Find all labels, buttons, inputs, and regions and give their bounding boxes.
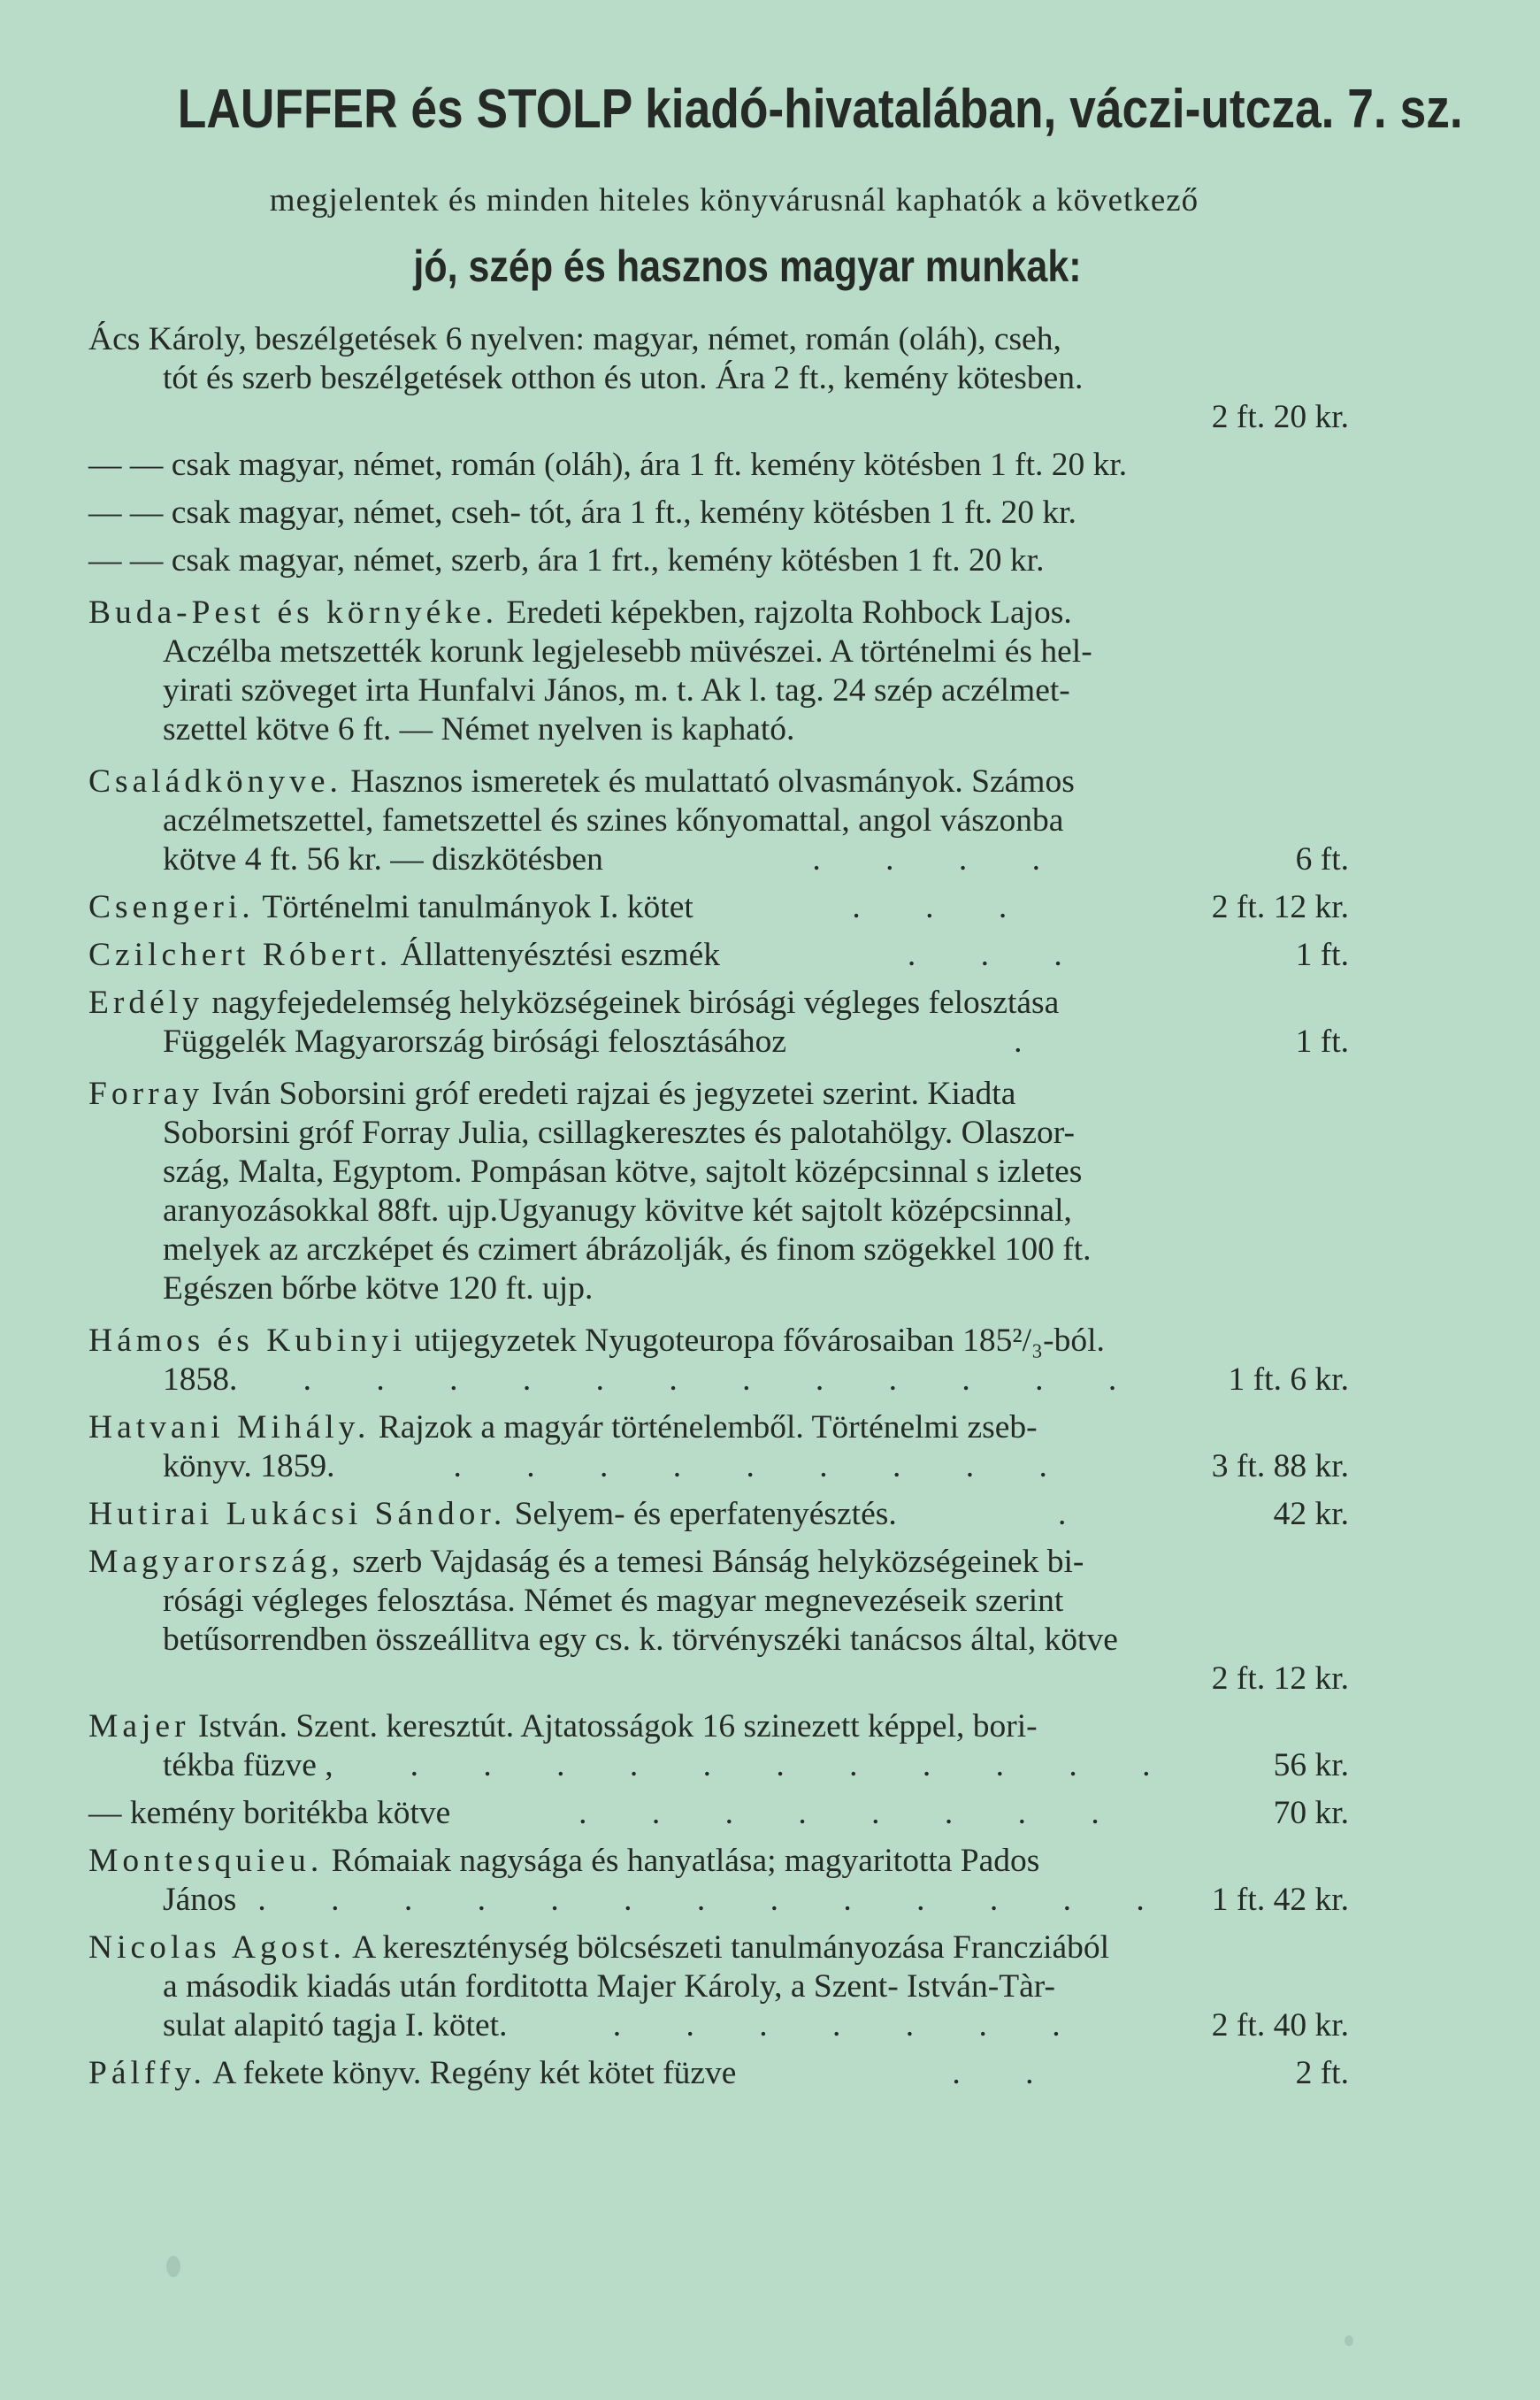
entry-author: Montesquieu. — [88, 1843, 324, 1879]
paper-spot — [166, 2256, 180, 2277]
entry-text: Selyem- és eperfatenyésztés. — [514, 1496, 897, 1532]
entry-text: sulat alapitó tagja I. kötet. — [163, 2007, 508, 2043]
list-item — [88, 1543, 1349, 1698]
list-item: — kemény boritékba kötve . . . . . . . . 70 kr. — [88, 1795, 1349, 1831]
entry-text: szerb Vajdaság és a temesi Bánság helyközségeinek bi- — [352, 1544, 1084, 1580]
entry-price: 1 ft. 42 kr. — [1211, 1882, 1349, 1918]
book-list — [88, 320, 1349, 2093]
entry-price: 6 ft. — [1295, 841, 1349, 878]
entry-author: Magyarország, — [88, 1544, 344, 1580]
entry-text: Iván Soborsini gróf eredeti rajzai és jegyzetei szerint. Kiadta — [211, 1076, 1016, 1112]
entry-author: Csengeri. — [88, 889, 255, 925]
entry-text: Ács Károly, beszélgetések 6 nyelven: magyar, német, román (oláh), cseh, — [88, 321, 1061, 357]
list-item: Csengeri. Történelmi tanulmányok I. kötet . . . 2 ft. 12 kr. — [88, 889, 1349, 925]
entry-price: 1 ft. 6 kr. — [1228, 1361, 1349, 1398]
entry-author: Családkönyve. — [88, 763, 342, 800]
entry-author: Pálffy. — [88, 2055, 206, 2091]
entry-author: Hutirai Lukácsi Sándor. — [88, 1496, 507, 1532]
entry-text: Rómaiak nagysága és hanyatlása; magyaritotta Pados — [331, 1843, 1040, 1879]
list-item: Pálffy. A fekete könyv. Regény két kötet füzve . . 2 ft. — [88, 2055, 1349, 2091]
entry-author: Nicolas Agost. — [88, 1929, 346, 1966]
entry-text: rósági végleges felosztása. Német és magyar megnevezéseik szerint — [163, 1583, 1064, 1619]
list-item: Erdély nagyfejedelemség helyközségeinek birósági végleges felosztása Függelék Magyarország birósági felosztásához . 1 ft. — [88, 985, 1349, 1060]
list-item: Hámos és Kubinyi utijegyzetek Nyugoteuropa fővárosaiban 185²/₃-ból. 1858. . . . . . . . . . . . . 1 ft. 6 kr. — [88, 1323, 1349, 1398]
entry-text: Hasznos ismeretek és mulattató olvasmányok. Számos — [350, 763, 1075, 800]
entry-author: Buda-Pest és környéke. — [88, 594, 499, 631]
entry-text: tót és szerb beszélgetések otthon és uton. Ára 2 ft., kemény kötesben. — [163, 360, 1084, 396]
entry-text: Függelék Magyarország birósági felosztásához — [163, 1024, 786, 1060]
entry-text: szág, Malta, Egyptom. Pompásan kötve, sajtolt középcsinnal s izletes — [163, 1154, 1083, 1190]
entry-text: 1858. — [163, 1361, 238, 1398]
entry-text: a második kiadás után forditotta Majer Károly, a Szent- István-Tàr- — [163, 1968, 1055, 2005]
entry-text: A kereszténység bölcsészeti tanulmányozása Francziából — [352, 1929, 1110, 1966]
entry-text: A fekete könyv. Regény két kötet füzve — [212, 2055, 737, 2091]
list-item — [88, 320, 1349, 437]
entry-author: Czilchert Róbert. — [88, 937, 393, 973]
entry-text: Rajzok a magyár történelemből. Történelmi zseb- — [378, 1409, 1038, 1445]
list-item: — — csak magyar, német, román (oláh), ára 1 ft. kemény kötésben 1 ft. 20 kr. — [88, 447, 1128, 483]
list-item: Családkönyve. Hasznos ismeretek és mulattató olvasmányok. Számos aczélmetszettel, fametszettel és szines kőnyomattal, angol vászonba kötve 4 ft. 56 kr. — diszkötésben . . . . 6 ft. — [88, 763, 1349, 878]
entry-text: kötve 4 ft. 56 kr. — diszkötésben — [163, 841, 603, 878]
entry-text: — kemény boritékba kötve — [88, 1795, 451, 1831]
paper-spot — [1345, 2335, 1353, 2346]
entry-price: 70 kr. — [1273, 1795, 1349, 1831]
entry-text: Soborsini gróf Forray Julia, csillagkeresztes és palotahölgy. Olaszor- — [163, 1115, 1075, 1151]
entry-author: Majer — [88, 1708, 190, 1744]
list-item: Nicolas Agost. A kereszténység bölcsészeti tanulmányozása Francziából a második kiadás után forditotta Majer Károly, a Szent- István-Tàr- sulat alapitó tagja I. kötet. . . . . . . . 2 ft. 40 kr. — [88, 1929, 1349, 2043]
subheading: jó, szép és hasznos magyar munkak: — [413, 242, 1082, 291]
entry-price: 42 kr. — [1273, 1496, 1349, 1532]
entry-price: 3 ft. 88 kr. — [1211, 1448, 1349, 1484]
list-item — [88, 594, 1349, 749]
entry-price: 2 ft. — [1295, 2055, 1349, 2091]
page-title: LAUFFER és STOLP kiadó-hivatalában, váczi-utcza. 7. sz. — [177, 79, 1463, 140]
entry-text: könyv. 1859. — [163, 1448, 335, 1484]
entry-text: Történelmi tanulmányok I. kötet — [262, 889, 693, 925]
entry-text: Állattenyésztési eszmék — [400, 937, 720, 973]
entry-price: 2 ft. 20 kr. — [1211, 399, 1349, 435]
entry-text: Aczélba metszették korunk legjelesebb müvészei. A történelmi és hel- — [163, 633, 1092, 670]
entry-price: 56 kr. — [1273, 1747, 1349, 1783]
entry-author: Forray — [88, 1076, 203, 1112]
entry-author: Hámos és Kubinyi — [88, 1323, 407, 1359]
entry-text: aranyozásokkal 88ft. ujp.Ugyanugy kövitve két sajtolt középcsinnal, — [163, 1192, 1072, 1229]
entry-text: betűsorrendben összeállitva egy cs. k. törvényszéki tanácsos által, kötve — [163, 1622, 1118, 1658]
entry-text: yirati szöveget irta Hunfalvi János, m. t. Ak l. tag. 24 szép aczélmet- — [163, 672, 1070, 709]
entry-text: szettel kötve 6 ft. — Német nyelven is kapható. — [163, 711, 795, 748]
list-item: Hutirai Lukácsi Sándor. Selyem- és eperfatenyésztés. . 42 kr. — [88, 1496, 1349, 1532]
list-item: Czilchert Róbert. Állattenyésztési eszmék . . . 1 ft. — [88, 937, 1349, 973]
intro-text: megjelentek és minden hiteles könyvárusnál kaphatók a következő — [269, 182, 1199, 219]
list-item: Montesquieu. Rómaiak nagysága és hanyatlása; magyaritotta Pados János . . . . . . . . . . . . . 1 ft. 42 kr. — [88, 1843, 1349, 1918]
entry-text: nagyfejedelemség helyközségeinek birósági végleges felosztása — [211, 985, 1060, 1021]
entry-text: melyek az arczképet és czimert ábrázolják, és finom szögekkel 100 ft. — [163, 1231, 1092, 1268]
list-item: — — csak magyar, német, szerb, ára 1 frt., kemény kötésben 1 ft. 20 kr. — [88, 542, 1045, 579]
entry-price: 2 ft. 12 kr. — [1211, 889, 1349, 925]
entry-text: János — [163, 1882, 237, 1918]
entry-author: Erdély — [88, 985, 203, 1021]
entry-price: 1 ft. — [1295, 1024, 1349, 1060]
entry-price: 2 ft. 40 kr. — [1211, 2007, 1349, 2043]
entry-text: István. Szent. keresztút. Ajtatosságok 16 szinezett képpel, bori- — [197, 1708, 1038, 1744]
entry-price: 2 ft. 12 kr. — [1211, 1660, 1349, 1697]
list-item: — — csak magyar, német, cseh- tót, ára 1 ft., kemény kötésben 1 ft. 20 kr. — [88, 495, 1076, 531]
entry-price: 1 ft. — [1295, 937, 1349, 973]
entry-text: utijegyzetek Nyugoteuropa fővárosaiban 185²/₃-ból. — [414, 1323, 1105, 1359]
entry-text: aczélmetszettel, fametszettel és szines kőnyomattal, angol vászonba — [163, 802, 1064, 839]
entry-text: tékba füzve , — [163, 1747, 333, 1783]
list-item: Majer István. Szent. keresztút. Ajtatosságok 16 szinezett képpel, bori- tékba füzve , . . . . . . . . . . . 56 kr. — [88, 1708, 1349, 1783]
entry-text: Egészen bőrbe kötve 120 ft. ujp. — [163, 1270, 594, 1307]
entry-author: Hatvani Mihály. — [88, 1409, 371, 1445]
list-item — [88, 1075, 1349, 1308]
list-item: Hatvani Mihály. Rajzok a magyár történelemből. Történelmi zseb- könyv. 1859. . . . . . . . . . 3 ft. 88 kr. — [88, 1409, 1349, 1484]
entry-text: Eredeti képekben, rajzolta Rohbock Lajos. — [506, 594, 1072, 631]
